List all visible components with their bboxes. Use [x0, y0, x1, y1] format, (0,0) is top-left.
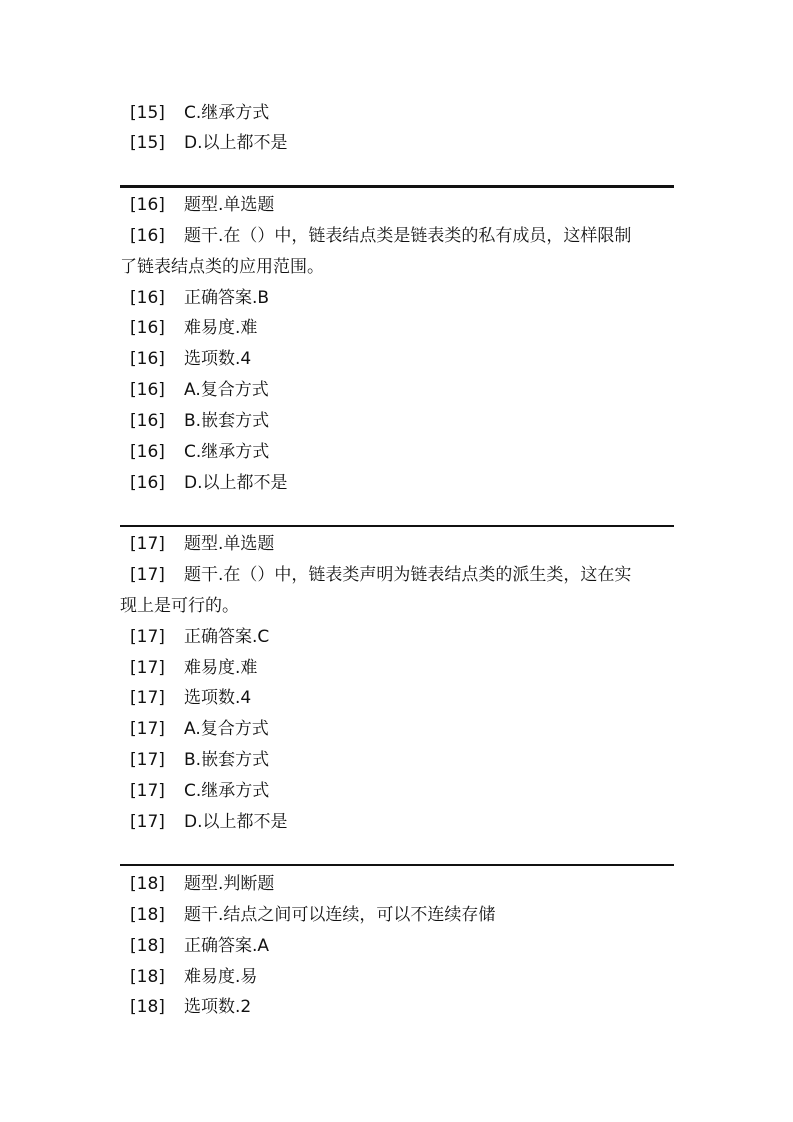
- item-text: A.复合方式: [184, 719, 269, 739]
- item-line: [130, 565, 631, 585]
- item-line: [130, 226, 631, 246]
- section-divider: [120, 525, 674, 527]
- item-text: 题干.在（）中，链表类声明为链表结点类的派生类，这在实: [184, 565, 632, 585]
- item-number: [16]: [130, 349, 165, 369]
- item-line: [130, 349, 251, 369]
- item-number: [16]: [130, 288, 165, 308]
- item-line: [130, 318, 257, 338]
- item-text: 题型.单选题: [184, 534, 275, 554]
- item-line: [130, 812, 288, 832]
- item-number: [18]: [130, 967, 165, 987]
- item-line: [130, 380, 269, 400]
- item-line: [130, 195, 274, 215]
- item-number: [17]: [130, 658, 165, 678]
- item-text: D.以上都不是: [184, 133, 288, 153]
- item-text: C.继承方式: [184, 103, 270, 123]
- item-text: 题干.在（）中，链表结点类是链表类的私有成员，这样限制: [184, 226, 632, 246]
- item-line: [130, 133, 288, 153]
- item-text: B.嵌套方式: [184, 411, 270, 431]
- section-divider: [120, 185, 674, 188]
- item-text: 题型.判断题: [184, 874, 275, 894]
- item-text: C.继承方式: [184, 781, 270, 801]
- item-number: [15]: [130, 103, 165, 123]
- section-divider: [120, 864, 674, 866]
- item-line: [130, 936, 269, 956]
- item-line: [130, 411, 269, 431]
- item-line: [130, 658, 257, 678]
- item-number: [16]: [130, 318, 165, 338]
- item-number: [17]: [130, 719, 165, 739]
- item-text: 选项数.4: [184, 349, 252, 369]
- item-text: 难易度.难: [184, 318, 258, 338]
- item-line: [130, 905, 495, 925]
- item-number: [18]: [130, 905, 165, 925]
- item-text: 选项数.2: [184, 997, 252, 1017]
- item-text: C.继承方式: [184, 442, 270, 462]
- item-text: 题型.单选题: [184, 195, 275, 215]
- item-number: [15]: [130, 133, 165, 153]
- item-text: 正确答案.C: [184, 627, 270, 647]
- item-text-continuation: 现上是可行的。: [120, 596, 239, 616]
- item-line: [130, 997, 251, 1017]
- item-number: [17]: [130, 688, 165, 708]
- item-text: 题干.结点之间可以连续，可以不连续存储: [184, 905, 496, 925]
- item-text: 难易度.易: [184, 967, 258, 987]
- item-line: [130, 288, 269, 308]
- item-text: 选项数.4: [184, 688, 252, 708]
- item-line: [130, 719, 269, 739]
- item-number: [16]: [130, 380, 165, 400]
- item-line: [130, 688, 251, 708]
- item-line: [130, 534, 274, 554]
- item-number: [17]: [130, 627, 165, 647]
- item-number: [16]: [130, 442, 165, 462]
- item-text: 正确答案.B: [184, 288, 270, 308]
- item-line: [130, 627, 269, 647]
- item-text: D.以上都不是: [184, 473, 288, 493]
- item-line: [130, 967, 257, 987]
- item-text: 正确答案.A: [184, 936, 270, 956]
- item-number: [17]: [130, 750, 165, 770]
- item-number: [17]: [130, 534, 165, 554]
- item-text: 难易度.难: [184, 658, 258, 678]
- item-line: [130, 473, 288, 493]
- item-number: [16]: [130, 411, 165, 431]
- item-text-continuation: 了链表结点类的应用范围。: [120, 257, 324, 277]
- item-number: [16]: [130, 195, 165, 215]
- item-line: [130, 442, 269, 462]
- item-number: [18]: [130, 874, 165, 894]
- item-number: [18]: [130, 997, 165, 1017]
- item-text: D.以上都不是: [184, 812, 288, 832]
- item-number: [17]: [130, 565, 165, 585]
- item-number: [16]: [130, 473, 165, 493]
- item-number: [18]: [130, 936, 165, 956]
- item-line: [130, 103, 269, 123]
- item-number: [16]: [130, 226, 165, 246]
- item-number: [17]: [130, 812, 165, 832]
- item-text: B.嵌套方式: [184, 750, 270, 770]
- item-line: [130, 781, 269, 801]
- item-line: [130, 750, 269, 770]
- item-number: [17]: [130, 781, 165, 801]
- item-line: [130, 874, 274, 894]
- item-text: A.复合方式: [184, 380, 269, 400]
